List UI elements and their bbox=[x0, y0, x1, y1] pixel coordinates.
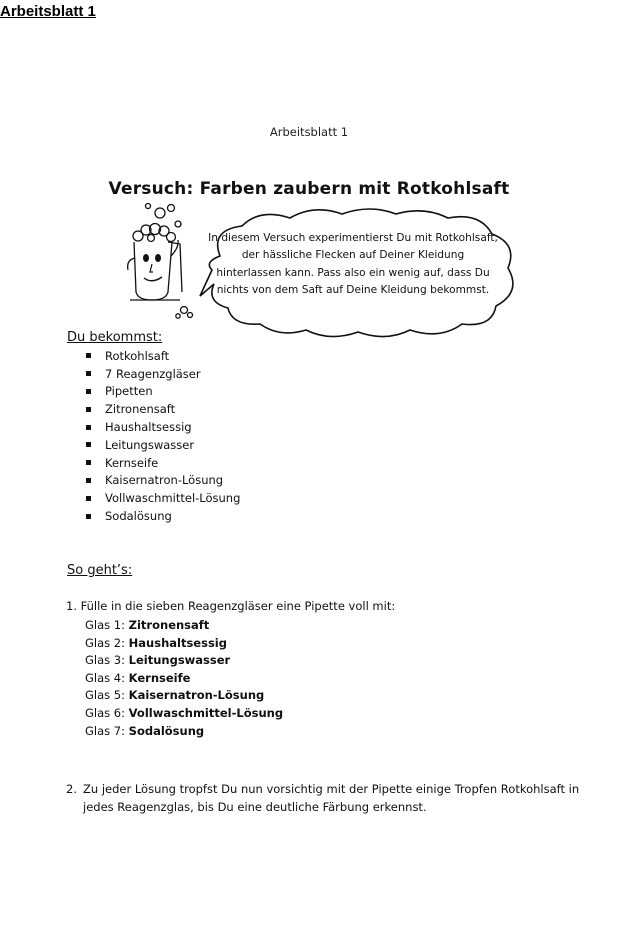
bullet-icon bbox=[86, 371, 91, 376]
step-2-number: 2. bbox=[66, 782, 77, 796]
list-item bbox=[85, 706, 283, 724]
glass-content: Kernseife bbox=[128, 670, 191, 685]
bullet-icon bbox=[86, 389, 91, 394]
glass-label: Glas 1: bbox=[85, 618, 125, 632]
material-label: Kernseife bbox=[105, 455, 159, 470]
list-item bbox=[85, 688, 283, 706]
list-item bbox=[85, 618, 283, 636]
glass-label: Glas 5: bbox=[85, 688, 125, 703]
glass-content: Zitronensaft bbox=[128, 618, 210, 632]
sheet-label: Arbeitsblatt 1 bbox=[269, 125, 349, 139]
list-item bbox=[86, 454, 240, 472]
list-item bbox=[86, 418, 240, 436]
bullet-icon bbox=[86, 353, 91, 358]
glass-list bbox=[85, 618, 283, 741]
bullet-icon bbox=[86, 407, 91, 412]
material-label: Kaisernatron-Lösung bbox=[105, 473, 224, 488]
bullet-icon bbox=[86, 425, 91, 430]
glass-label: Glas 7: bbox=[85, 723, 125, 738]
glass-content: Leitungswasser bbox=[128, 653, 231, 668]
list-item bbox=[85, 671, 283, 689]
list-item bbox=[85, 653, 283, 671]
list-item bbox=[86, 347, 240, 365]
list-item bbox=[86, 400, 240, 418]
worksheet-title: Versuch: Farben zaubern mit Rotkohlsaft bbox=[108, 179, 510, 199]
step-2 bbox=[66, 780, 586, 816]
bullet-icon bbox=[86, 442, 91, 447]
bullet-icon bbox=[86, 460, 91, 465]
list-item bbox=[86, 507, 240, 525]
material-label: Leitungswasser bbox=[105, 437, 195, 452]
bullet-icon bbox=[86, 514, 91, 519]
glass-content: Sodalösung bbox=[128, 723, 205, 738]
list-item bbox=[86, 472, 240, 490]
material-label: Pipetten bbox=[105, 384, 153, 399]
material-label: Sodalösung bbox=[105, 509, 172, 524]
list-item bbox=[85, 636, 283, 654]
glass-label: Glas 4: bbox=[85, 670, 125, 685]
test-tube-mascot-icon bbox=[118, 200, 200, 322]
glass-label: Glas 6: bbox=[85, 705, 125, 720]
material-label: 7 Reagenzgläser bbox=[105, 366, 201, 381]
glass-content: Kaisernatron-Lösung bbox=[128, 688, 265, 703]
page-header-title: Arbeitsblatt 1 bbox=[0, 3, 96, 20]
material-label: Haushaltsessig bbox=[105, 420, 192, 435]
material-label: Rotkohlsaft bbox=[105, 348, 170, 363]
glass-content: Vollwaschmittel-Lösung bbox=[128, 705, 284, 720]
glass-content: Haushaltsessig bbox=[128, 635, 227, 650]
speech-cloud-text: In diesem Versuch experimentierst Du mit Rotkohlsaft, der hässliche Flecken auf Deiner Kleidung hinterlassen kann. Pass also ein wenig auf, dass Du nichts von dem Saft auf Deine Kleidung bekommst. bbox=[208, 232, 498, 297]
material-label: Vollwaschmittel-Lösung bbox=[105, 491, 241, 506]
glass-label: Glas 3: bbox=[85, 653, 125, 668]
bullet-icon bbox=[86, 478, 91, 483]
materials-list bbox=[86, 347, 240, 525]
list-item bbox=[86, 365, 240, 383]
glass-label: Glas 2: bbox=[85, 635, 125, 650]
bullet-icon bbox=[86, 496, 91, 501]
step-1-text: 1. Fülle in die sieben Reagenzgläser eine Pipette voll mit: bbox=[66, 599, 396, 613]
procedure-heading: So geht’s: bbox=[67, 563, 133, 578]
list-item bbox=[85, 724, 283, 742]
list-item bbox=[86, 489, 240, 507]
materials-heading: Du bekommst: bbox=[67, 330, 163, 345]
list-item bbox=[86, 436, 240, 454]
step-2-text: Zu jeder Lösung tropfst Du nun vorsichtig mit der Pipette einige Tropfen Rotkohlsaft in jedes Reagenzglas, bis Du eine deutliche Färbung erkennst. bbox=[83, 782, 580, 814]
list-item bbox=[86, 383, 240, 401]
material-label: Zitronensaft bbox=[105, 402, 176, 417]
